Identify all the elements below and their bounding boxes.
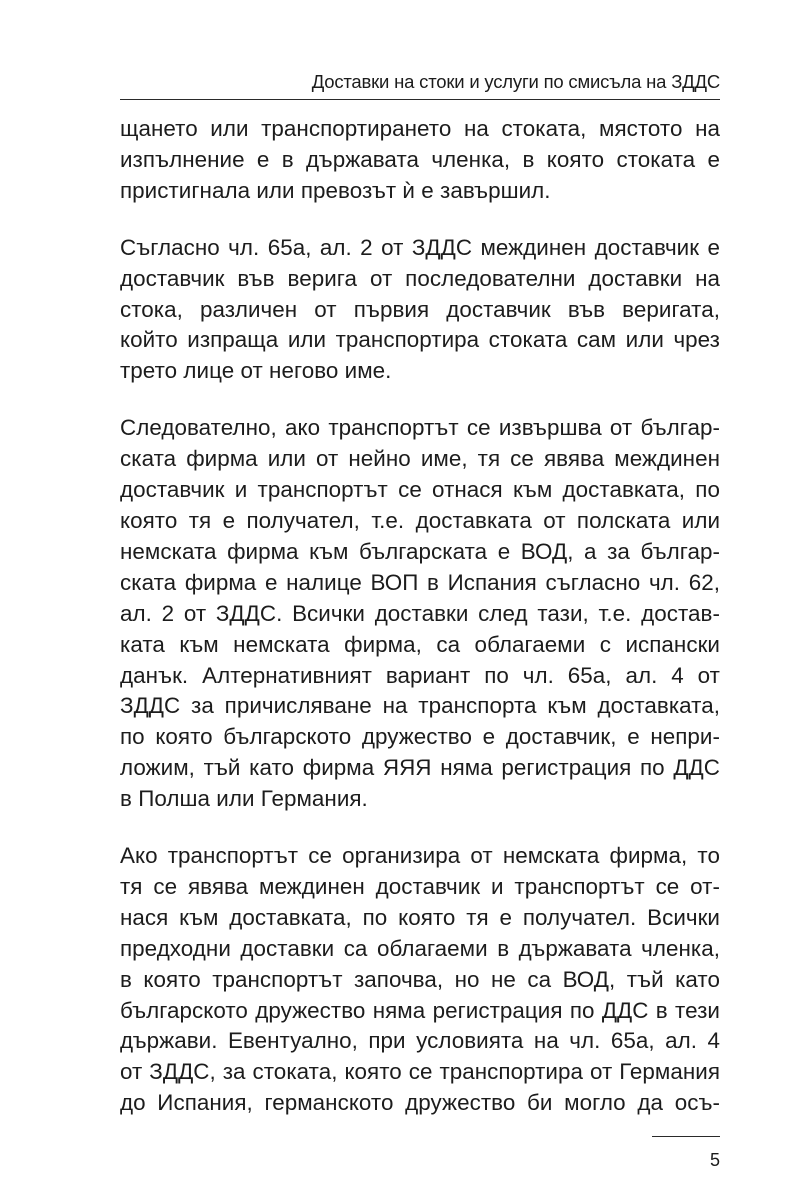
text-line: пристигнала или превозът ѝ е завършил.: [120, 177, 551, 203]
text-line: ската фирма или от нейно име, тя се явява междинен: [120, 446, 720, 472]
running-header: Доставки на стоки и услуги по смисъла на ЗДДС: [311, 71, 720, 92]
text-line: ЗДДС за причисляване на транспорта към доставката,: [120, 693, 720, 719]
paragraph-2: [120, 233, 720, 388]
text-line: по която българското дружество е доставчик, е непри-: [120, 724, 720, 750]
text-line: Следователно, ако транспортът се извършва от българ-: [120, 415, 720, 441]
paragraph-3: [120, 413, 720, 815]
text-line: щането или транспортирането на стоката, мястото на: [120, 116, 720, 141]
text-line: до Испания, германското дружество би могло да осъ-: [120, 1090, 720, 1116]
text-line: ката към немската фирма, са облагаеми с испански: [120, 631, 720, 657]
text-line: Съгласно чл. 65а, ал. 2 от ЗДДС междинен доставчик е: [120, 234, 720, 260]
text-line: стока, различен от първия доставчик във веригата,: [120, 296, 720, 322]
paragraph-4: [120, 841, 720, 1119]
text-line: ската фирма е налице ВОП в Испания съгласно чл. 62,: [120, 569, 720, 595]
body-text: [120, 114, 720, 1145]
text-line: от ЗДДС, за стоката, която се транспортира от Германия: [120, 1059, 720, 1085]
text-line: ал. 2 от ЗДДС. Всички доставки след тази, т.е. достав-: [120, 600, 720, 626]
text-line: Ако транспортът се организира от немската фирма, то: [120, 843, 720, 869]
text-line: доставчик във верига от последователни доставки на: [120, 265, 720, 291]
text-line: в Полша или Германия.: [120, 786, 368, 812]
text-line: тя се явява междинен доставчик и транспортът се от-: [120, 873, 720, 899]
text-line: ложим, тъй като фирма ЯЯЯ няма регистрация по ДДС: [120, 755, 720, 781]
text-line: който изпраща или транспортира стоката сам или чрез: [120, 327, 720, 353]
text-line: българското дружество няма регистрация по ДДС в тези: [120, 997, 720, 1023]
text-line: немската фирма към българската е ВОД, а за българ-: [120, 538, 720, 564]
text-line: доставчик и транспортът се отнася към доставката, по: [120, 477, 720, 503]
header-divider: [120, 99, 720, 100]
page-number: 5: [709, 1150, 720, 1170]
text-line: изпълнение е в държавата членка, в която стоката е: [120, 146, 720, 172]
paragraph-1: [120, 114, 720, 207]
text-line: предходни доставки са облагаеми в държавата членка,: [120, 935, 720, 961]
footer-divider: [652, 1136, 720, 1137]
text-line: в която транспортът започва, но не са ВОД, тъй като: [120, 966, 720, 992]
text-line: трето лице от негово име.: [120, 358, 392, 384]
text-line: данък. Алтернативният вариант по чл. 65а, ал. 4 от: [120, 662, 720, 688]
text-line: която тя е получател, т.е. доставката от полската или: [120, 507, 720, 533]
text-line: нася към доставката, по която тя е получател. Всички: [120, 904, 720, 930]
text-line: държави. Евентуално, при условията на чл. 65а, ал. 4: [120, 1028, 720, 1054]
